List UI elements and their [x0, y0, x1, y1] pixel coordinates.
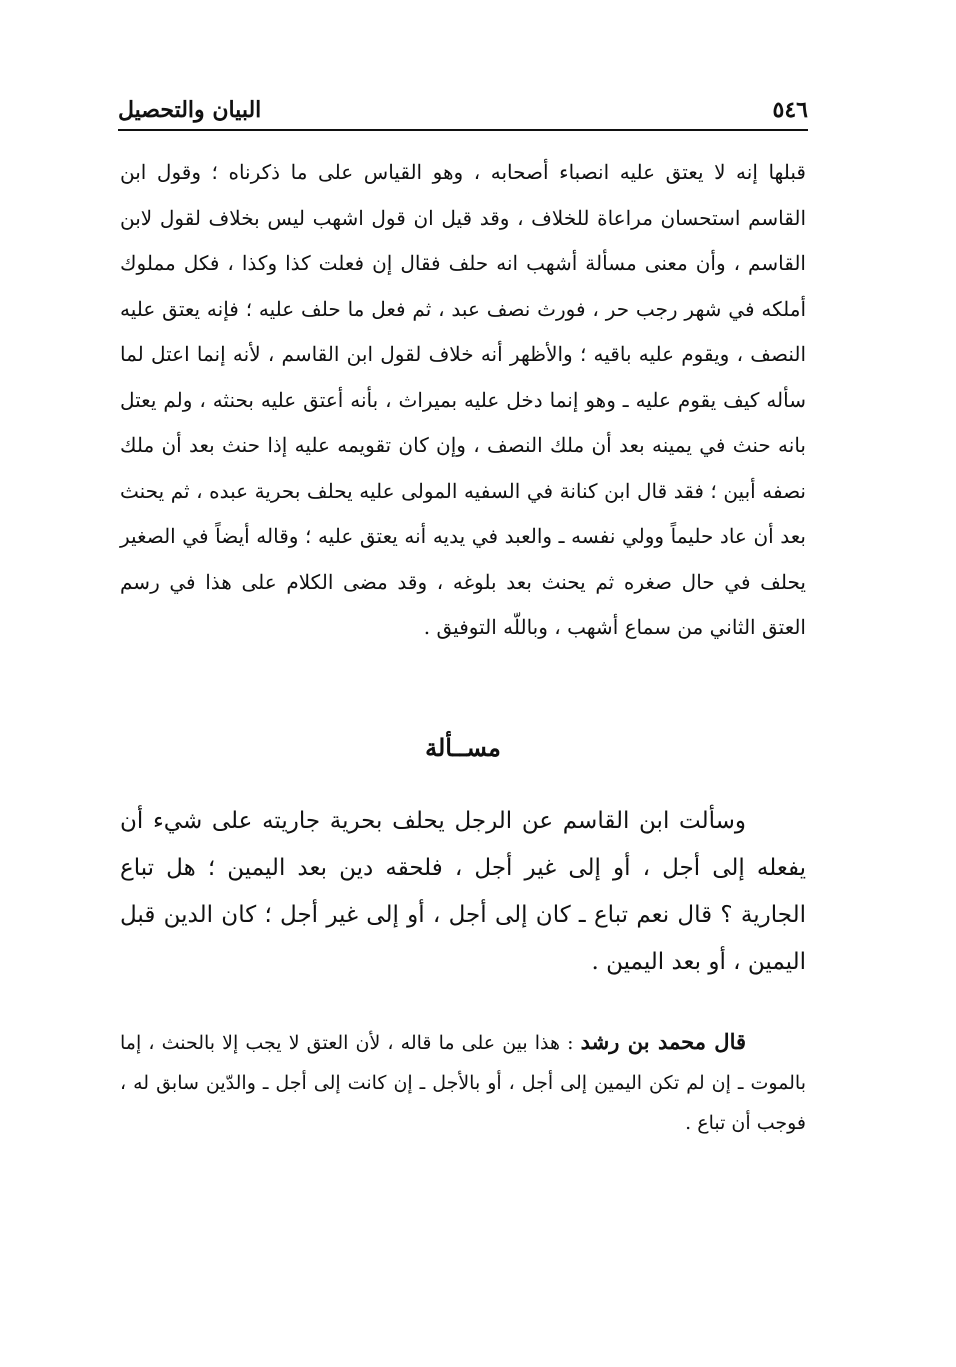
page-header: [118, 92, 808, 130]
section-heading: مســألة: [425, 733, 501, 762]
main-paragraph-text: قبلها إنه لا يعتق عليه انصباء أصحابه ، وهو القياس على ما ذكرناه ؛ وقول ابن القاسم استحسان مراعاة للخلاف ، وقد قيل ان قول اشهب ليس بخلاف لقول لابن القاسم ، وأن معنى مسألة أشهب انه حلف فقال إن فعلت كذا وكذا ، فكل مملوك أملكه في شهر رجب حر ، فورث نصف عبد ، ثم فعل ما حلف عليه ؛ فإنه يعتق عليه النصف ، ويقوم عليه باقيه ؛ والأظهر أنه خلاف لقول ابن القاسم ، لأنه إنما اعتل لما سأله كيف يقوم عليه ـ وهو إنما دخل عليه بميراث ، بأنه أعتق عليه بحنثه ، ولم يعتل بانه حنث في يمينه بعد أن ملك النصف ، وإن كان تقويمه عليه إذا حنث بعد أن ملك نصفه أبين ؛ فقد قال ابن كنانة في السفيه المولى عليه يحلف بحرية عبده ، ثم يحنث بعد أن عاد حليماً وولي نفسه ـ والعبد في يديه أنه يعتق عليه ؛ وقاله أيضاً في الصغير يحلف في حال صغره ثم يحنث بعد بلوغه ، وقد مضى الكلام على هذا في رسم العتق الثاني من سماع أشهب ، وباللّه التوفيق .: [120, 160, 806, 639]
running-title: البيان والتحصيل: [118, 97, 262, 123]
commentary-speaker: قال محمد بن رشد: [580, 1029, 747, 1054]
header-rule: [118, 129, 808, 131]
page-number: ٥٤٦: [772, 97, 808, 123]
question-paragraph: [120, 798, 806, 986]
question-text: وسألت ابن القاسم عن الرجل يحلف بحرية جاريته على شيء أن يفعله إلى أجل ، أو إلى غير أجل ، فلحقه دين بعد اليمين ؛ هل تباع الجارية ؟ قال نعم تباع ـ كان إلى أجل ، أو إلى غير أجل ؛ كان الدين قبل اليمين ، أو بعد اليمين .: [120, 808, 806, 975]
commentary-body: [120, 1022, 806, 1143]
main-paragraph: [120, 150, 806, 651]
commentary-paragraph: [120, 1022, 806, 1143]
commentary-text: : هذا بين على ما قاله ، لأن العتق لا يجب إلا بالحنث ، إما بالموت ـ إن لم تكن اليمين إلى أجل ، أو بالأجل ـ إن كانت إلى أجل ـ والدّين سابق له ، فوجب أن تباع .: [120, 1032, 806, 1134]
